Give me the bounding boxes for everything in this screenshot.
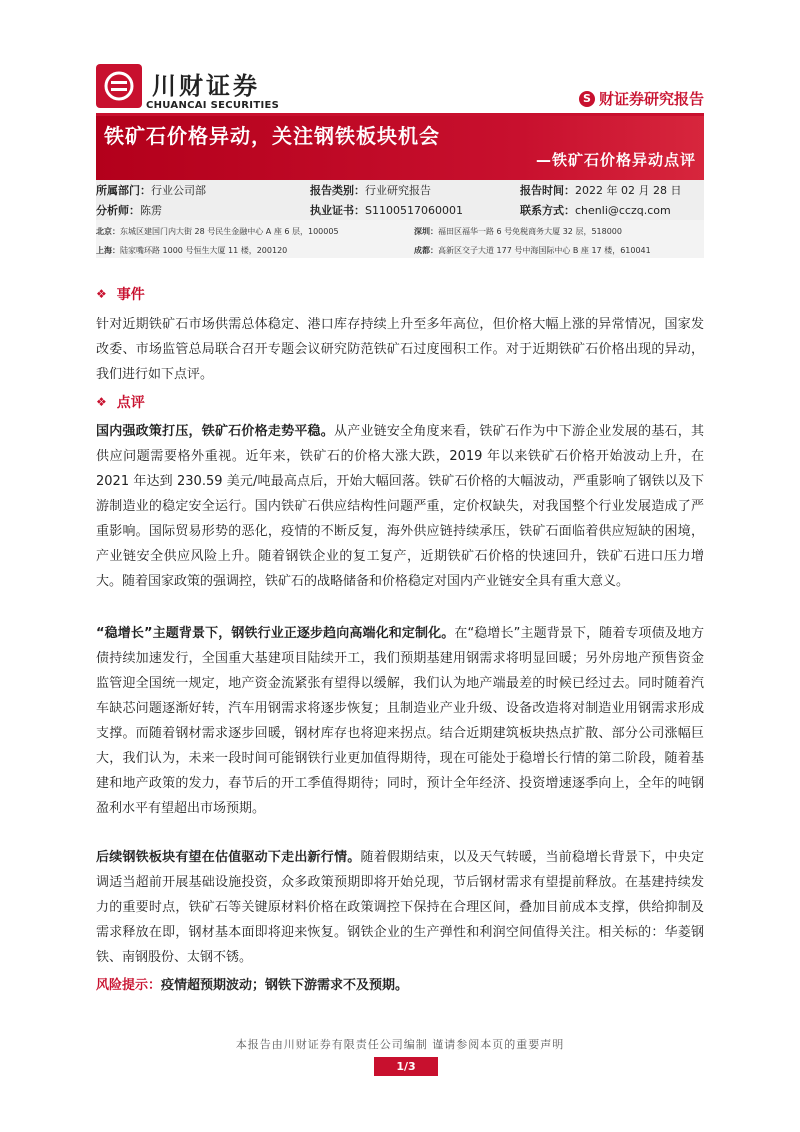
address-shenzhen-text: 福田区福华一路 6 号免税商务大厦 32 层，518000 xyxy=(438,227,622,236)
info-row-2 xyxy=(96,200,704,220)
address-chengdu-text: 高新区交子大道 177 号中海国际中心 B 座 17 楼，610041 xyxy=(438,246,651,255)
address-shenzhen-label: 深圳： xyxy=(414,227,438,236)
comment-paragraph-1 xyxy=(96,419,704,594)
address-shanghai xyxy=(96,245,287,256)
paragraph-3-lead: 后续钢铁板块有望在估值驱动下走出新行情。 xyxy=(96,850,361,865)
contact-cell xyxy=(520,202,671,218)
cert-cell xyxy=(310,202,463,218)
company-name-en: CHUANCAI SECURITIES xyxy=(146,100,280,111)
event-heading xyxy=(96,284,145,304)
type-value: 行业研究报告 xyxy=(365,184,431,197)
report-info xyxy=(96,180,704,220)
comment-paragraph-3 xyxy=(96,845,704,970)
footer-disclaimer: 本报告由川财证券有限责任公司编制 谨请参阅本页的重要声明 xyxy=(235,1038,565,1051)
address-chengdu xyxy=(414,245,651,256)
report-tag xyxy=(579,88,704,109)
comment-heading-label: 点评 xyxy=(116,395,145,411)
paragraph-1-lead: 国内强政策打压，铁矿石价格走势平稳。 xyxy=(96,424,334,439)
logo-mark-icon xyxy=(102,69,136,103)
address-beijing xyxy=(96,226,339,237)
paragraph-2-body: 在“稳增长”主题背景下，随着专项债及地方债持续加速发行，全国重大基建项目陆续开工，我们预期基建用钢需求将明显回暖；另外房地产预售资金监管迎全国统一规定，地产资金流紧张有望得以缓解，我们认为地产端最差的时候已经过去。同时随着汽车缺芯问题逐渐好转，汽车用钢需求将逐步恢复；且制造业产业升级、设备改造将对制造业用钢需求形成支撑。而随着钢材需求逐步回暖，钢材库存也将迎来拐点。结合近期建筑板块热点扩散、部分公司涨幅巨大，我们认为，未来一段时间可能钢铁行业更加值得期待，现在可能处于稳增长行情的第二阶段，随着基建和地产政策的发力，春节后的开工季值得期待；同时，预计全年经济、投资增速逐季向上，全年的吨钢盈利水平有望超出市场预期。 xyxy=(96,626,704,816)
time-value: 2022 年 02 月 28 日 xyxy=(575,184,682,197)
cert-value: S1100517060001 xyxy=(365,204,463,217)
info-row-1 xyxy=(96,180,704,200)
event-paragraph: 针对近期铁矿石市场供需总体稳定、港口库存持续上升至多年高位，但价格大幅上涨的异常情况，国家发改委、市场监管总局联合召开专题会议研究防范铁矿石过度囤积工作。对于近期铁矿石价格出现的异动，我们进行如下点评。 xyxy=(96,317,704,382)
paragraph-2-lead: “稳增长”主题背景下，钢铁行业正逐步趋向高端化和定制化。 xyxy=(96,626,455,641)
address-shanghai-text: 陆家嘴环路 1000 号恒生大厦 11 楼，200120 xyxy=(120,246,288,255)
contact-label: 联系方式： xyxy=(520,204,575,217)
comment-heading xyxy=(96,392,145,412)
diamond-bullet-icon: ❖ xyxy=(96,395,107,409)
address-shenzhen xyxy=(414,226,622,237)
risk-label: 风险提示： xyxy=(96,978,162,993)
report-tag-icon: S xyxy=(579,91,595,107)
analyst-value: 陈雳 xyxy=(140,204,162,217)
company-name-cn: 川财证券 xyxy=(152,72,260,100)
paragraph-1-body: 从产业链安全角度来看，铁矿石作为中下游企业发展的基石，其供应问题需要格外重视。近年来，铁矿石的价格大涨大跌，2019 年以来铁矿石价格开始波动上升，在 2021 年达到 230.59 美元/吨最高点后，开始大幅回落。铁矿石价格的大幅波动，严重影响了钢铁以及下游制造业的稳定安全运行。国内铁矿石供应结构性问题严重，定价权缺失，对我国整个行业发展造成了严重影响。国际贸易形势的恶化，疫情的不断反复，海外供应链持续承压，铁矿石面临着供应短缺的困境，产业链安全供应风险上升。随着钢铁企业的复工复产，近期铁矿石价格的快速回升，铁矿石进口压力增大。随着国家政策的强调控，铁矿石的战略储备和价格稳定对国内产业链安全具有重大意义。 xyxy=(96,424,704,589)
report-title: 铁矿石价格异动，关注钢铁板块机会 xyxy=(104,124,440,148)
company-logo xyxy=(96,64,142,108)
address-shanghai-label: 上海： xyxy=(96,246,120,255)
dept-cell xyxy=(96,182,206,198)
dept-label: 所属部门： xyxy=(96,184,151,197)
risk-text: 疫情超预期波动；钢铁下游需求不及预期。 xyxy=(161,978,409,993)
paragraph-3-body: 随着假期结束，以及天气转暖，当前稳增长背景下，中央定调适当超前开展基础设施投资，众多政策预期即将开始兑现，节后钢材需求有望提前释放。在基建持续发力的重要时点，铁矿石等关键原材料价格在政策调控下保持在合理区间，叠加目前成本支撑，供给抑制及需求释放在即，钢材基本面即将迎来恢复。钢铁企业的生产弹性和利润空间值得关注。相关标的：华菱钢铁、南钢股份、太钢不锈。 xyxy=(96,850,704,965)
analyst-label: 分析师： xyxy=(96,204,140,217)
office-addresses xyxy=(96,220,704,258)
time-cell xyxy=(520,182,681,198)
risk-warning xyxy=(96,974,408,993)
type-label: 报告类别： xyxy=(310,184,365,197)
report-subtitle: —铁矿石价格异动点评 xyxy=(535,151,696,169)
dept-value: 行业公司部 xyxy=(151,184,206,197)
comment-paragraph-2 xyxy=(96,621,704,821)
contact-value[interactable]: chenli@cczq.com xyxy=(575,204,671,217)
address-beijing-label: 北京： xyxy=(96,227,120,236)
address-chengdu-label: 成都： xyxy=(414,246,438,255)
analyst-cell xyxy=(96,202,162,218)
time-label: 报告时间： xyxy=(520,184,575,197)
cert-label: 执业证书： xyxy=(310,204,365,217)
event-heading-label: 事件 xyxy=(116,287,145,303)
report-tag-label: 财证券研究报告 xyxy=(598,90,704,108)
type-cell xyxy=(310,182,431,198)
address-beijing-text: 东城区建国门内大街 28 号民生金融中心 A 座 6 层，100005 xyxy=(120,227,339,236)
page-number: 1/3 xyxy=(374,1057,438,1076)
diamond-bullet-icon: ❖ xyxy=(96,287,107,301)
